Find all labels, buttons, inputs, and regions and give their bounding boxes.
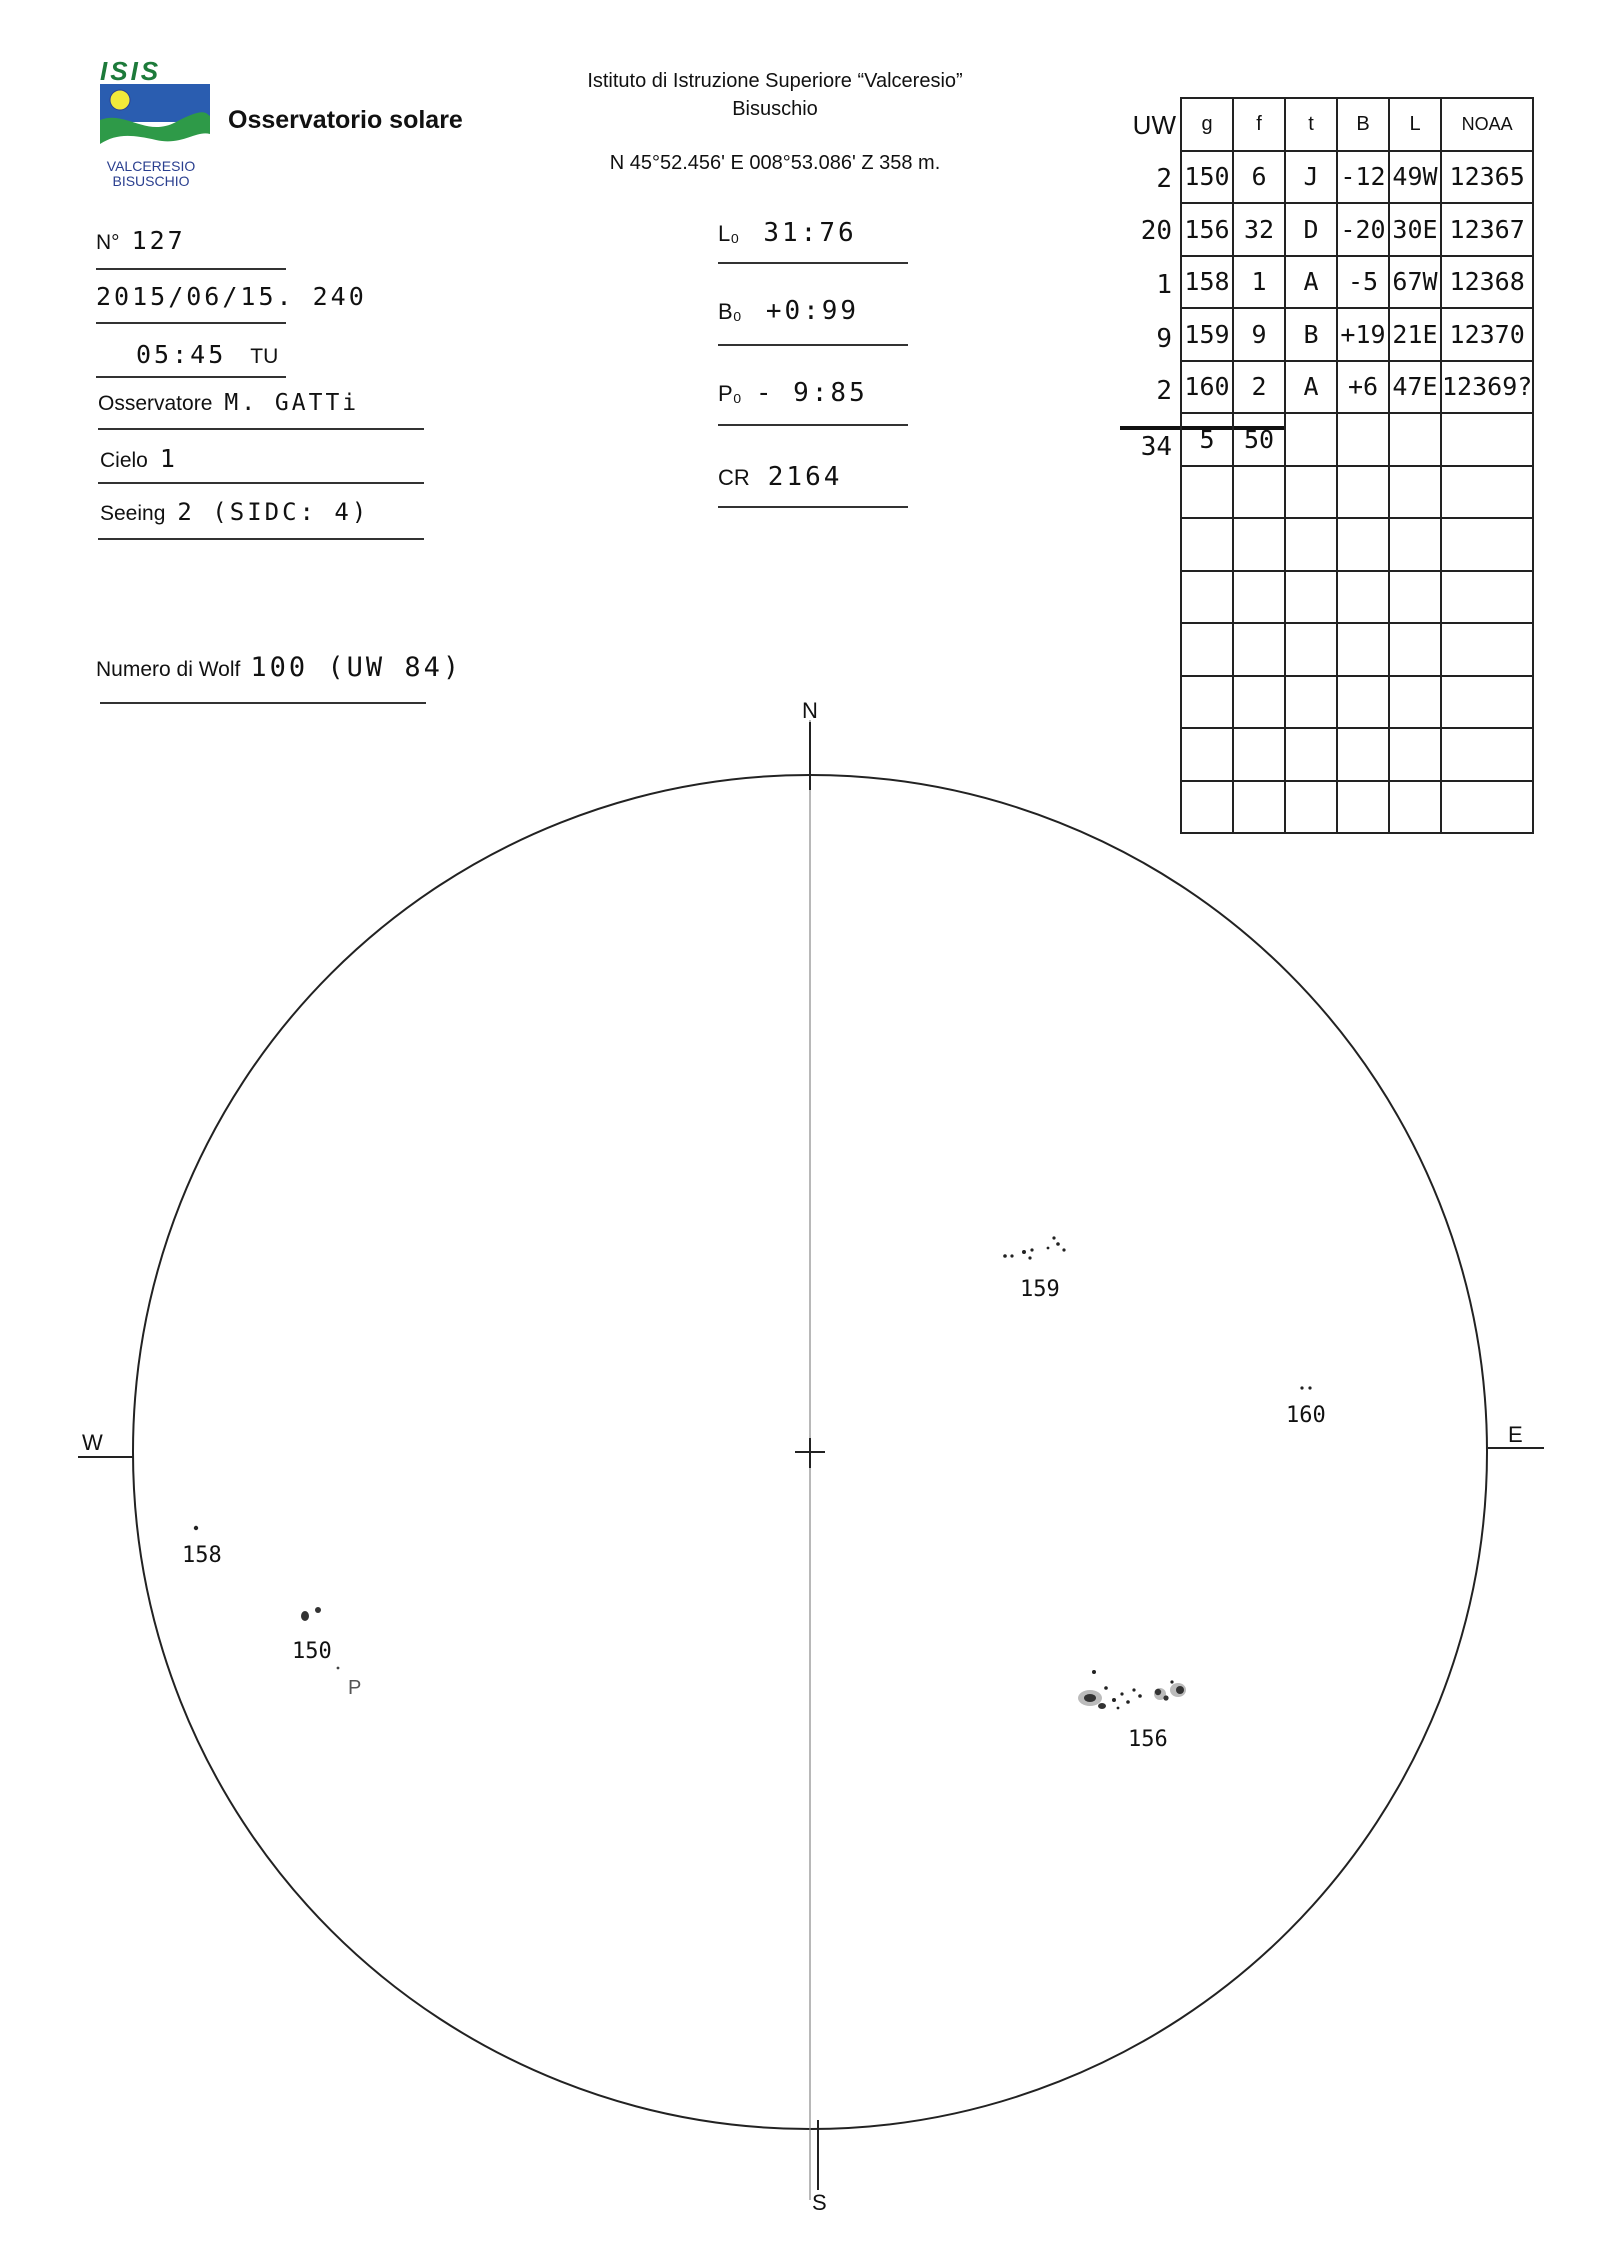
total-f: 50 bbox=[1233, 413, 1285, 466]
group-label-158: 158 bbox=[182, 1543, 222, 1568]
sunspot-group-160 bbox=[1300, 1386, 1311, 1389]
param-b0-value: +0:99 bbox=[765, 296, 860, 326]
seeing-label: Seeing bbox=[100, 502, 166, 525]
p-marker-label: P bbox=[348, 1677, 362, 1699]
table-cell: 12370 bbox=[1441, 308, 1533, 361]
observer-value: M. GATTi bbox=[224, 390, 360, 416]
table-cell: -20 bbox=[1337, 203, 1389, 256]
sky-label: Cielo bbox=[100, 449, 148, 472]
group-label-150: 150 bbox=[292, 1639, 332, 1664]
param-b0-label: B₀ bbox=[718, 299, 742, 324]
header-cell: t bbox=[1285, 98, 1337, 151]
header-cell: f bbox=[1233, 98, 1285, 151]
table-cell: A bbox=[1285, 361, 1337, 414]
sky-value: 1 bbox=[159, 444, 178, 473]
header-cell: B bbox=[1337, 98, 1389, 151]
institute-town: Bisuschio bbox=[732, 98, 818, 120]
table-cell: 6 bbox=[1233, 151, 1285, 204]
table-cell: 12369? bbox=[1441, 361, 1533, 414]
header-cell: L bbox=[1389, 98, 1441, 151]
param-p0-label: P₀ bbox=[718, 381, 742, 406]
table-cell: 12367 bbox=[1441, 203, 1533, 256]
table-cell: +6 bbox=[1337, 361, 1389, 414]
uw-value: 20 bbox=[1140, 216, 1172, 246]
institute-name: Istituto di Istruzione Superiore “Valceresio” bbox=[587, 70, 963, 92]
table-cell: -12 bbox=[1337, 151, 1389, 204]
uw-value: 2 bbox=[1156, 164, 1172, 194]
table-cell: 12365 bbox=[1441, 151, 1533, 204]
sunspot-group-158 bbox=[194, 1526, 198, 1530]
observation-time-value: 05:45 bbox=[136, 340, 227, 369]
table-cell: 30E bbox=[1389, 203, 1441, 256]
table-cell: 47E bbox=[1389, 361, 1441, 414]
total-g: 5 bbox=[1181, 413, 1233, 466]
table-cell: D bbox=[1285, 203, 1337, 256]
sunspot-group-156 bbox=[1078, 1670, 1186, 1709]
header-cell: g bbox=[1181, 98, 1233, 151]
west-label: W bbox=[82, 1430, 103, 1455]
observation-date-value: 2015/06/15. 240 bbox=[96, 282, 367, 311]
table-cell: 156 bbox=[1181, 203, 1233, 256]
observatory-title: Osservatorio solare bbox=[228, 106, 463, 134]
time-unit: TU bbox=[250, 345, 279, 368]
table-cell: 9 bbox=[1233, 308, 1285, 361]
table-cell: 32 bbox=[1233, 203, 1285, 256]
group-label-159: 159 bbox=[1020, 1277, 1060, 1302]
observer-label: Osservatore bbox=[98, 392, 213, 415]
south-label: S bbox=[812, 2190, 827, 2215]
table-cell: 49W bbox=[1389, 151, 1441, 204]
table-cell: B bbox=[1285, 308, 1337, 361]
param-cr-value: 2164 bbox=[767, 462, 843, 492]
logo-caption-line2: BISUSCHIO bbox=[112, 173, 190, 189]
param-l0-label: L₀ bbox=[718, 221, 740, 246]
header-cell: NOAA bbox=[1441, 98, 1533, 151]
group-label-160: 160 bbox=[1286, 1403, 1326, 1428]
table-cell: 12368 bbox=[1441, 256, 1533, 309]
table-cell: 1 bbox=[1233, 256, 1285, 309]
seeing-value: 2 (SIDC: 4) bbox=[177, 498, 370, 526]
uw-value: 1 bbox=[1156, 270, 1172, 300]
table-cell: J bbox=[1285, 151, 1337, 204]
wolf-number-label: Numero di Wolf bbox=[96, 658, 241, 681]
logo-wordmark: ISIS bbox=[100, 56, 162, 86]
record-number-value: 127 bbox=[131, 226, 186, 255]
north-label: N bbox=[802, 698, 818, 723]
uw-total: 34 bbox=[1140, 432, 1172, 462]
param-p0-value: - 9:85 bbox=[755, 378, 868, 408]
logo-caption-line1: VALCERESIO bbox=[106, 158, 196, 174]
uw-column-header: UW bbox=[1132, 110, 1176, 140]
site-coordinates: N 45°52.456' E 008°53.086' Z 358 m. bbox=[609, 152, 941, 174]
table-cell: 158 bbox=[1181, 256, 1233, 309]
table-cell: -5 bbox=[1337, 256, 1389, 309]
table-cell: 67W bbox=[1389, 256, 1441, 309]
param-l0-value: 31:76 bbox=[763, 218, 857, 248]
east-label: E bbox=[1508, 1422, 1523, 1447]
table-cell: 21E bbox=[1389, 308, 1441, 361]
table-cell: +19 bbox=[1337, 308, 1389, 361]
param-cr-label: CR bbox=[718, 465, 750, 490]
table-cell: A bbox=[1285, 256, 1337, 309]
sunspot-group-159 bbox=[1003, 1236, 1065, 1259]
wolf-number-value: 100 (UW 84) bbox=[250, 652, 463, 683]
table-cell: 159 bbox=[1181, 308, 1233, 361]
table-cell: 160 bbox=[1181, 361, 1233, 414]
group-label-156: 156 bbox=[1128, 1727, 1168, 1752]
record-number-label: N° bbox=[96, 231, 120, 254]
uw-value: 2 bbox=[1156, 376, 1172, 406]
table-cell: 150 bbox=[1181, 151, 1233, 204]
table-cell: 2 bbox=[1233, 361, 1285, 414]
uw-value: 9 bbox=[1156, 324, 1172, 354]
